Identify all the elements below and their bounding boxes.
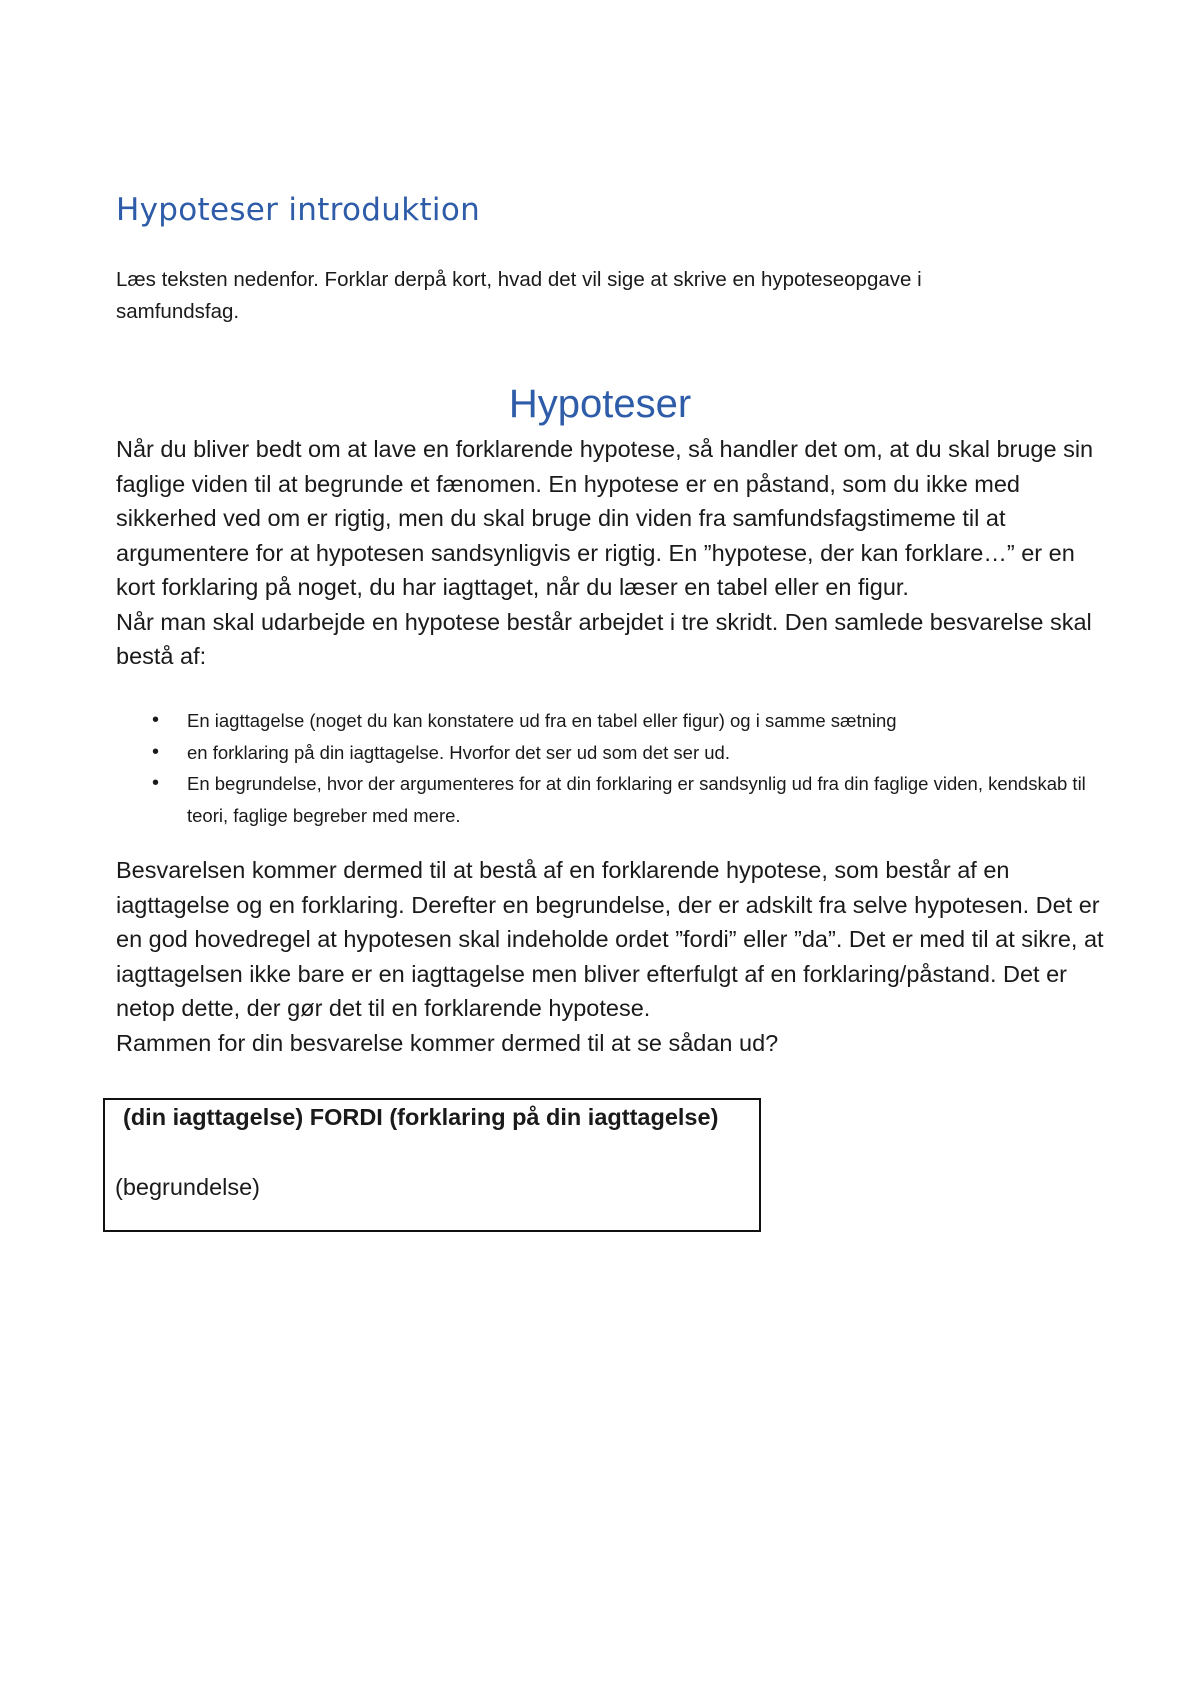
steps-list: [116, 705, 1116, 831]
frame-hypothesis-line: (din iagttagelse) FORDI (forklaring på din iagttagelse): [123, 1104, 719, 1130]
list-item: • En begrundelse, hvor der argumenteres for at din forklaring er sandsynlig ud fra din faglige viden, kendskab til teori, faglige begreber med mere.: [116, 768, 1116, 831]
list-item: • En iagttagelse (noget du kan konstatere ud fra en tabel eller figur) og i samme sætning: [116, 705, 1116, 737]
paragraph-1: Når du bliver bedt om at lave en forklarende hypotese, så handler det om, at du skal bruge sin faglige viden til at begrunde et fænomen. En hypotese er en påstand, som du ikke med sikkerhed ved om er rigtig, men du skal bruge din viden fra samfundsfagstimeme til at argumentere for at hypotesen sandsynligvis er rigtig. En ”hypotese, der kan forklare…” er en kort forklaring på noget, du har iagttaget, når du læser en tabel eller en figur.: [116, 436, 1094, 600]
body-text-top: [116, 432, 1116, 674]
paragraph-3: Besvarelsen kommer dermed til at bestå af en forklarende hypotese, som består af en iagttagelse og en forklaring. Derefter en begrundelse, der er adskilt fra selve hypotesen. Det er en god hovedregel at hypotesen skal indeholde ordet ”fordi” eller ”da”. Det er med til at sikre, at iagttagelsen ikke bare er en iagttagelse men bliver efterfulgt af en forklaring/påstand. Det er netop dette, der gør det til en forklarende hypotese.: [116, 857, 1104, 1021]
intro-title: Hypoteser introduktion: [116, 192, 481, 228]
frame-justification-line: (begrundelse): [115, 1174, 261, 1200]
main-title: Hypoteser: [508, 382, 692, 426]
body-text-bottom: [116, 853, 1116, 1060]
list-item: • en forklaring på din iagttagelse. Hvorfor det ser ud som det ser ud.: [116, 737, 1116, 769]
paragraph-4: Rammen for din besvarelse kommer dermed til at se sådan ud?: [116, 1029, 779, 1056]
answer-frame-box: [103, 1098, 761, 1232]
instruction-text: Læs teksten nedenfor. Forklar derpå kort, hvad det vil sige at skrive en hypoteseopgave i samfundsfag.: [116, 268, 922, 323]
paragraph-2: Når man skal udarbejde en hypotese består arbejdet i tre skridt. Den samlede besvarelse skal bestå af:: [116, 608, 1092, 669]
